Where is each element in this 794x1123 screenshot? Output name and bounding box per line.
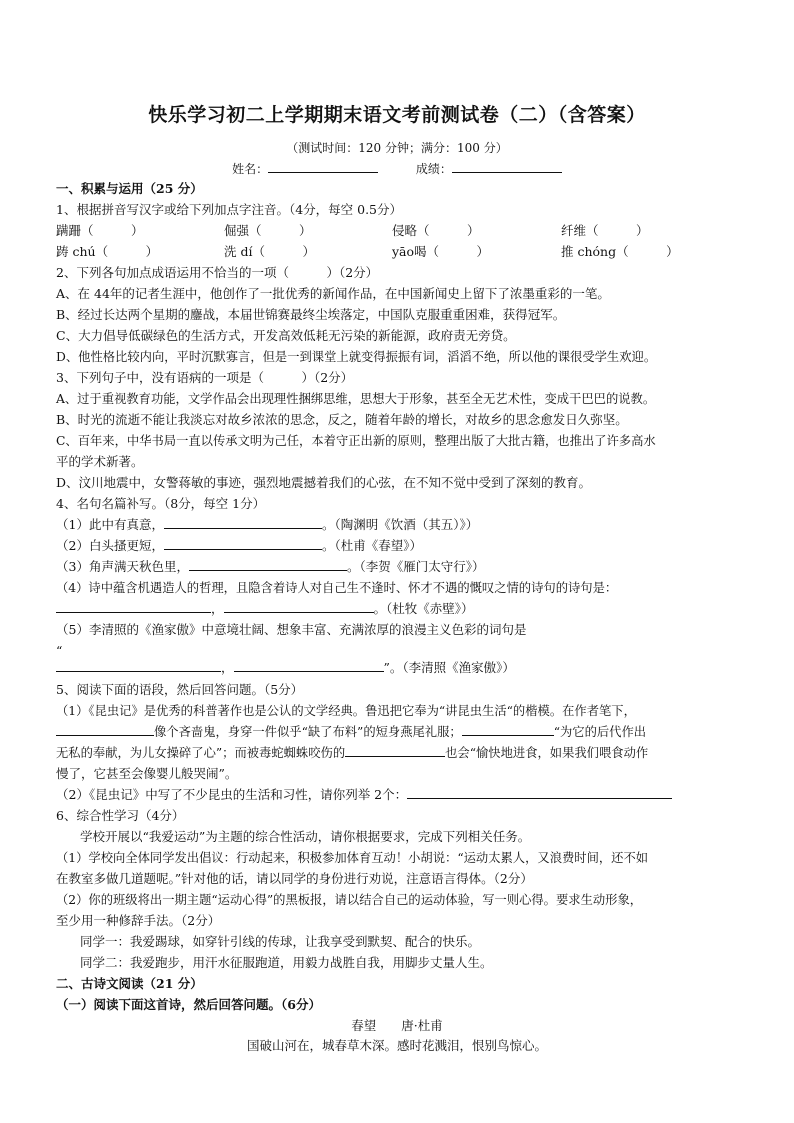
- q4-2-source: 。（杜甫《春望》）: [321, 538, 422, 553]
- answer-blank[interactable]: [224, 600, 374, 613]
- q4-1-text: （1）此中有真意，: [56, 517, 164, 532]
- q5-paragraph-line-4: 慢了，它甚至会像婴儿般哭闹”。: [56, 766, 238, 781]
- comma: ，: [211, 601, 224, 616]
- q4-item-2: [56, 537, 754, 555]
- q3-option-d: D、汶川地震中，女警蒋敏的事迹，强烈地震撼着我们的心弦，在不知不觉中受到了深刻的教育。: [56, 475, 592, 490]
- answer-blank[interactable]: [164, 516, 322, 529]
- pinyin-item: 纤维（ ）: [561, 223, 649, 238]
- q5-paragraph-line-1: （1）《昆虫记》是优秀的科普著作也是公认的文学经典。鲁迅把它奉为“讲昆虫生活“的楷模。在作者笔下，: [56, 704, 636, 718]
- answer-blank[interactable]: [407, 786, 672, 799]
- name-blank[interactable]: [268, 160, 378, 173]
- q5-2-text: （2）《昆虫记》中写了不少昆虫的生活和习性，请你列举 2个：: [56, 787, 408, 802]
- q2-option-a: A、在 44年的记者生涯中，他创作了一批优秀的新闻作品，在中国新闻史上留下了浓墨重彩的一笔。: [56, 286, 610, 301]
- answer-blank[interactable]: [56, 600, 211, 613]
- q6-1-line-2: 在教室多做几道题呢。”针对他的话，请以同学的身份进行劝说，注意语言得体。（2分）: [56, 871, 533, 886]
- q6-student-1: 同学一：我爱踢球，如穿针引线的传球，让我享受到默契、配合的快乐。: [80, 934, 481, 949]
- q4-4-source: 。（杜牧《赤壁》）: [373, 601, 474, 616]
- question-1: 1、根据拼音写汉字或给下列加点字注音。（4分，每空 0.5分）: [56, 202, 403, 217]
- q6-student-2: 同学二：我爱跑步，用汗水征服跑道，用毅力战胜自我，用脚步丈量人生。: [80, 955, 493, 970]
- q4-item-5-quote: [56, 642, 754, 660]
- page-title: 快乐学习初二上学期期末语文考前测试卷（二）（含答案）: [148, 104, 646, 126]
- poem-line: 国破山河在，城春草木深。感时花溅泪，恨别鸟惊心。: [246, 1038, 547, 1053]
- answer-blank[interactable]: [189, 558, 347, 571]
- q2-option-c: C、大力倡导低碳绿色的生活方式，开发高效低耗无污染的新能源，政府责无旁贷。: [56, 328, 516, 343]
- q5-text: 也会“愉快地进食，如果我们喂食动作: [445, 746, 649, 760]
- q5-text: 像个吝啬鬼，身穿一件似乎“缺了布料”的短身燕尾礼服；: [154, 725, 462, 739]
- q5-paragraph-line-2: [56, 723, 754, 741]
- q4-item-1: [56, 516, 754, 534]
- q4-item-4: （4）诗中蕴含机遇造人的哲理，且隐含着诗人对自己生不逢时、怀才不遇的慨叹之情的诗句的诗句是：: [56, 581, 618, 595]
- q5-paragraph-line-3: [56, 744, 754, 762]
- pinyin-item: 倔强（ ）: [224, 223, 312, 238]
- q2-option-d: D、他性格比较内向，平时沉默寡言，但是一到课堂上就变得振振有词，滔滔不绝，所以他的课很受学生欢迎。: [56, 350, 657, 364]
- q4-item-3: [56, 558, 754, 576]
- q6-2-line-1: （2）你的班级将出一期主题“运动心得”的黑板报，请以结合自己的运动体验，写一则心得。要求生动形象，: [56, 893, 643, 907]
- pinyin-item: 蹒跚（ ）: [56, 223, 144, 238]
- question-2: 2、下列各句加点成语运用不恰当的一项（ ）（2分）: [56, 265, 379, 280]
- section-2-heading: 二、古诗文阅读（21 分）: [56, 976, 203, 991]
- name-label: 姓名：: [232, 162, 269, 176]
- answer-blank[interactable]: [56, 723, 154, 736]
- exam-info: （测试时间：120 分钟；满分：100 分）: [286, 141, 508, 155]
- q6-intro: 学校开展以“我爱运动”为主题的综合性活动，请你根据要求，完成下列相关任务。: [80, 829, 531, 844]
- answer-blank[interactable]: [345, 744, 445, 757]
- q4-3-source: 。（李贺《雁门太守行》）: [346, 559, 485, 574]
- q3-option-a: A、过于重视教育功能，文学作品会出现理性捆绑思维，思想大于形象，甚至全无艺术性，变成干巴巴的说教。: [56, 392, 656, 406]
- pinyin-item: 推 chóng（ ）: [561, 244, 679, 259]
- q5-text: 无私的奉献，为儿女操碎了心”；而被毒蛇蜘蛛咬伤的: [56, 746, 346, 760]
- q5-part-2: [56, 786, 754, 804]
- q4-5-source: ”。（李清照《渔家傲》）: [383, 660, 515, 675]
- poem-title: 春望 唐·杜甫: [351, 1018, 443, 1033]
- score-label: 成绩：: [415, 162, 452, 176]
- name-score-row: [0, 160, 794, 177]
- q4-item-5-answers: [56, 659, 754, 677]
- pinyin-item: 洗 dí（ ）: [224, 244, 315, 259]
- q4-item-5: （5）李清照的《渔家傲》中意境壮阔、想象丰富、充满浓厚的浪漫主义色彩的词句是: [56, 622, 527, 637]
- section-2-part-1-heading: （一）阅读下面这首诗，然后回答问题。（6分）: [56, 997, 321, 1012]
- q4-1-source: 。（陶渊明《饮酒（其五）》）: [321, 517, 479, 532]
- answer-blank[interactable]: [56, 659, 221, 672]
- question-6: 6、综合性学习（4分）: [56, 808, 185, 823]
- pinyin-item: yāo喝（ ）: [392, 244, 490, 259]
- q3-option-b: B、时光的流逝不能让我淡忘对故乡浓浓的思念，反之，随着年龄的增长，对故乡的思念愈发日久弥坚。: [56, 412, 628, 427]
- score-blank[interactable]: [452, 160, 562, 173]
- question-5: 5、阅读下面的语段，然后回答问题。（5分）: [56, 682, 304, 697]
- q2-option-b: B、经过长达两个星期的鏖战，本届世锦赛最终尘埃落定，中国队克服重重困难，获得冠军。: [56, 307, 566, 322]
- q4-2-text: （2）白头搔更短，: [56, 538, 164, 553]
- q6-2-line-2: 至少用一种修辞手法。（2分）: [56, 913, 221, 928]
- question-3: 3、下列句子中，没有语病的一项是（ ）（2分）: [56, 370, 354, 385]
- answer-blank[interactable]: [462, 723, 554, 736]
- section-1-heading: 一、积累与运用（25 分）: [56, 181, 203, 196]
- q5-text: “为它的后代作出: [553, 725, 647, 739]
- q4-3-text: （3）角声满天秋色里，: [56, 559, 189, 574]
- q3-option-c: C、百年来，中华书局一直以传承文明为己任，本着守正出新的原则，整理出版了大批古籍，也推出了许多高水: [56, 434, 656, 448]
- answer-blank[interactable]: [234, 659, 384, 672]
- answer-blank[interactable]: [164, 537, 322, 550]
- question-4: 4、名句名篇补写。（8分，每空 1分）: [56, 496, 266, 511]
- q4-item-4-answers: [56, 600, 754, 618]
- q3-option-c-cont: 平的学术新著。: [56, 454, 144, 469]
- open-quote: “: [56, 643, 63, 658]
- comma: ，: [221, 660, 234, 675]
- pinyin-item: 踌 chú（ ）: [56, 244, 159, 259]
- pinyin-item: 侵略（ ）: [392, 223, 480, 238]
- q6-1-line-1: （1）学校向全体同学发出倡议：行动起来，积极参加体育互动！小胡说：“运动太累人，又浪费时间，还不如: [56, 851, 649, 865]
